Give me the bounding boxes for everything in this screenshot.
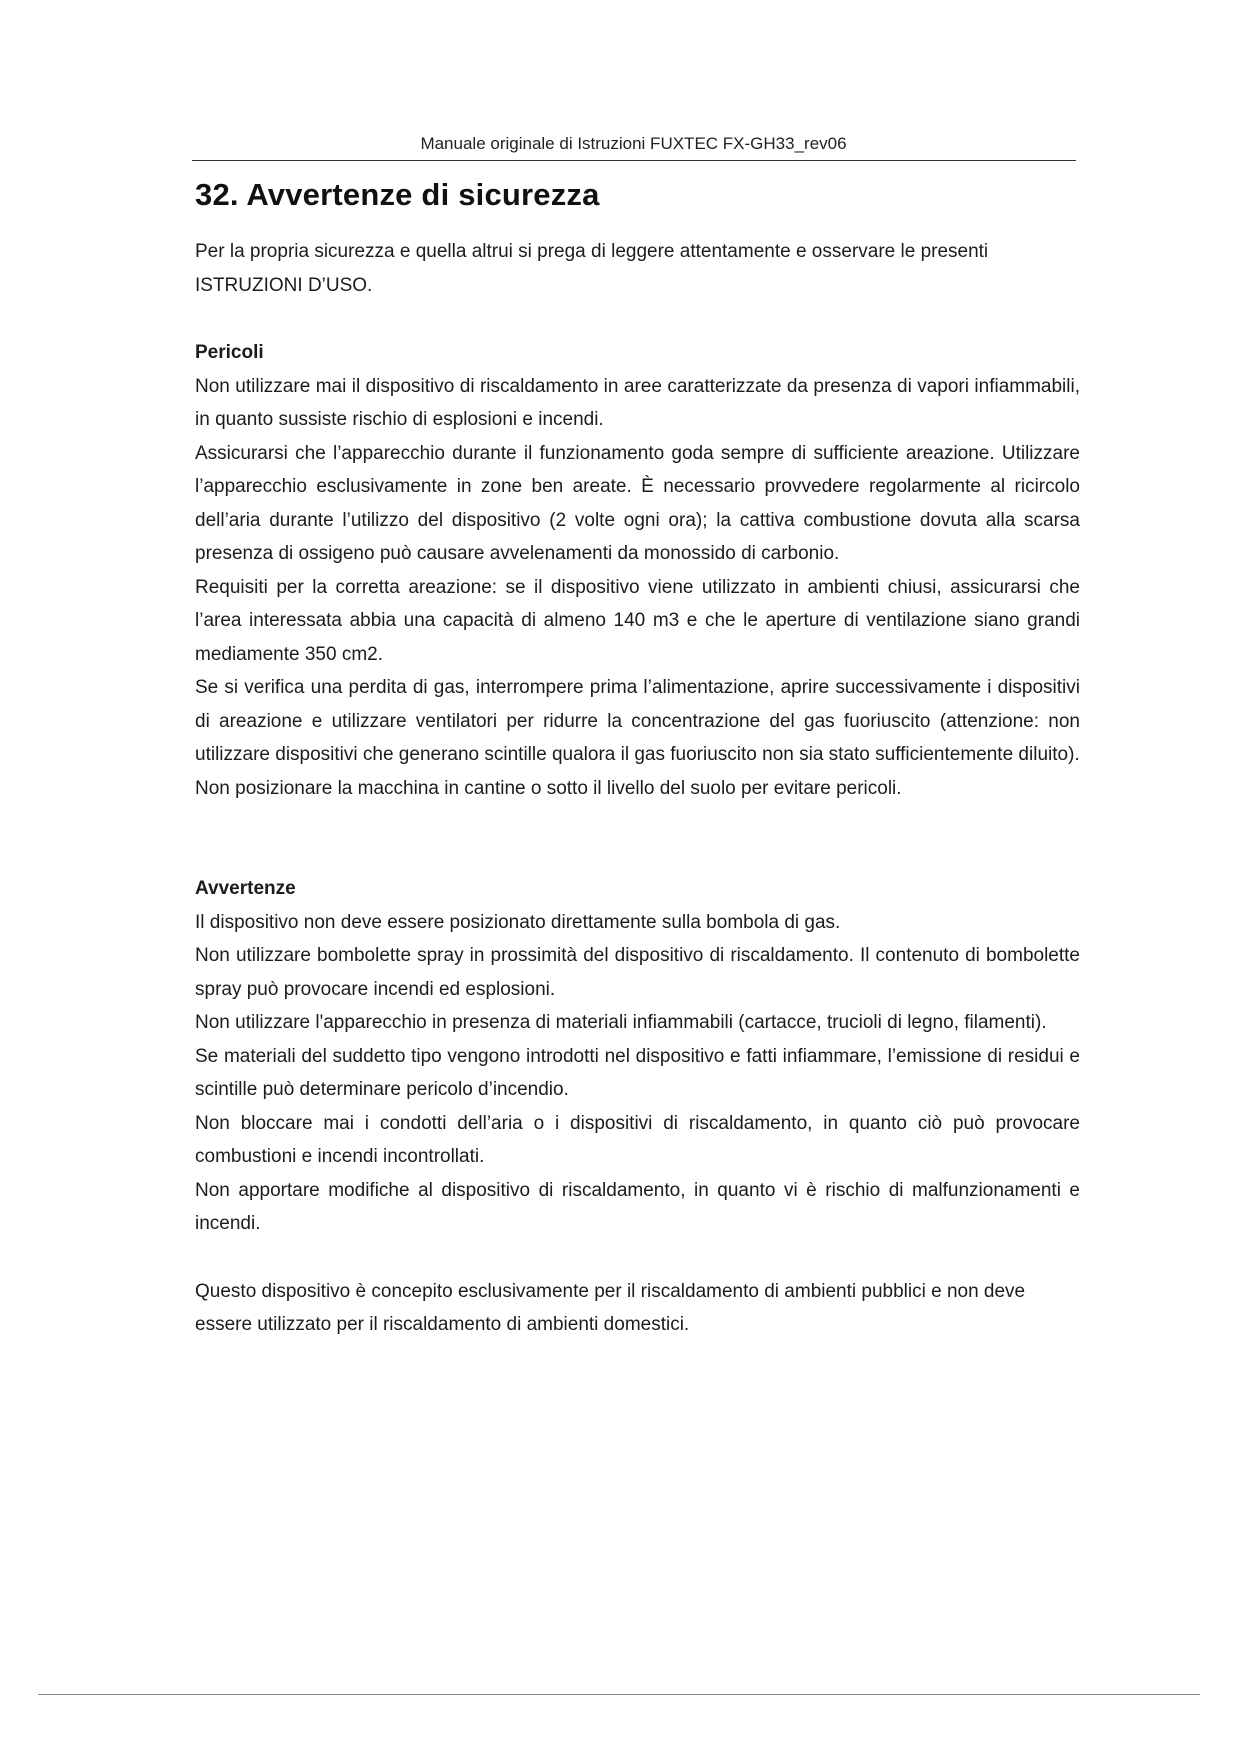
avvertenze-paragraph: Non bloccare mai i condotti dell’aria o i dispositivi di riscaldamento, in quanto ciò può provocare combustioni e incendi incontrollati. — [195, 1112, 1080, 1167]
pericoli-paragraph: Non posizionare la macchina in cantine o sotto il livello del suolo per evitare pericoli. — [195, 777, 902, 799]
pericoli-paragraph: Requisiti per la corretta areazione: se il dispositivo viene utilizzato in ambienti chiusi, assicurarsi che l’area interessata abbia una capacità di almeno 140 m3 e che le aperture di ventilazione siano grandi mediamente 350 cm2. — [195, 576, 1080, 665]
document-body — [195, 235, 1080, 1342]
footer-divider — [38, 1694, 1200, 1695]
section-title: 32. Avvertenze di sicurezza — [195, 177, 600, 212]
pericoli-heading: Pericoli — [195, 342, 264, 363]
header-divider — [192, 160, 1076, 161]
avvertenze-heading: Avvertenze — [195, 878, 296, 899]
avvertenze-paragraph: Se materiali del suddetto tipo vengono introdotti nel dispositivo e fatti infiammare, l’emissione di residui e scintille può determinare pericolo d’incendio. — [195, 1045, 1080, 1100]
pericoli-paragraph: Non utilizzare mai il dispositivo di riscaldamento in aree caratterizzate da presenza di vapori infiammabili, in quanto sussiste rischio di esplosioni e incendi. — [195, 375, 1080, 430]
closing-paragraph: Questo dispositivo è concepito esclusivamente per il riscaldamento di ambienti pubblici e non deve essere utilizzato per il riscaldamento di ambienti domestici. — [195, 1280, 1026, 1335]
avvertenze-paragraph: Non utilizzare l'apparecchio in presenza di materiali infiammabili (cartacce, trucioli di legno, filamenti). — [195, 1012, 1047, 1033]
running-header: Manuale originale di Istruzioni FUXTEC FX-GH33_rev06 — [420, 134, 847, 153]
avvertenze-paragraph: Non apportare modifiche al dispositivo di riscaldamento, in quanto vi è rischio di malfunzionamenti e incendi. — [195, 1179, 1080, 1234]
avvertenze-paragraph: Il dispositivo non deve essere posizionato direttamente sulla bombola di gas. — [195, 911, 841, 933]
pericoli-paragraph: Assicurarsi che l’apparecchio durante il funzionamento goda sempre di sufficiente areazione. Utilizzare l’apparecchio esclusivamente in zone ben areate. È necessario provvedere regolarmente al ricircolo dell’aria durante l’utilizzo del dispositivo (2 volte ogni ora); la cattiva combustione dovuta alla scarsa presenza di ossigeno può causare avvelenamenti da monossido di carbonio. — [195, 442, 1080, 564]
avvertenze-paragraph: Non utilizzare bombolette spray in prossimità del dispositivo di riscaldamento. Il contenuto di bombolette spray può provocare incendi ed esplosioni. — [195, 945, 1080, 1000]
pericoli-paragraph: Se si verifica una perdita di gas, interrompere prima l’alimentazione, aprire successivamente i dispositivi di areazione e utilizzare ventilatori per ridurre la concentrazione del gas fuoriuscito (attenzione: non utilizzare dispositivi che generano scintille qualora il gas fuoriuscito non sia stato sufficientemente diluito). — [195, 677, 1080, 765]
intro-paragraph: Per la propria sicurezza e quella altrui si prega di leggere attentamente e osservare le presenti ISTRUZIONI D’USO. — [195, 241, 989, 296]
